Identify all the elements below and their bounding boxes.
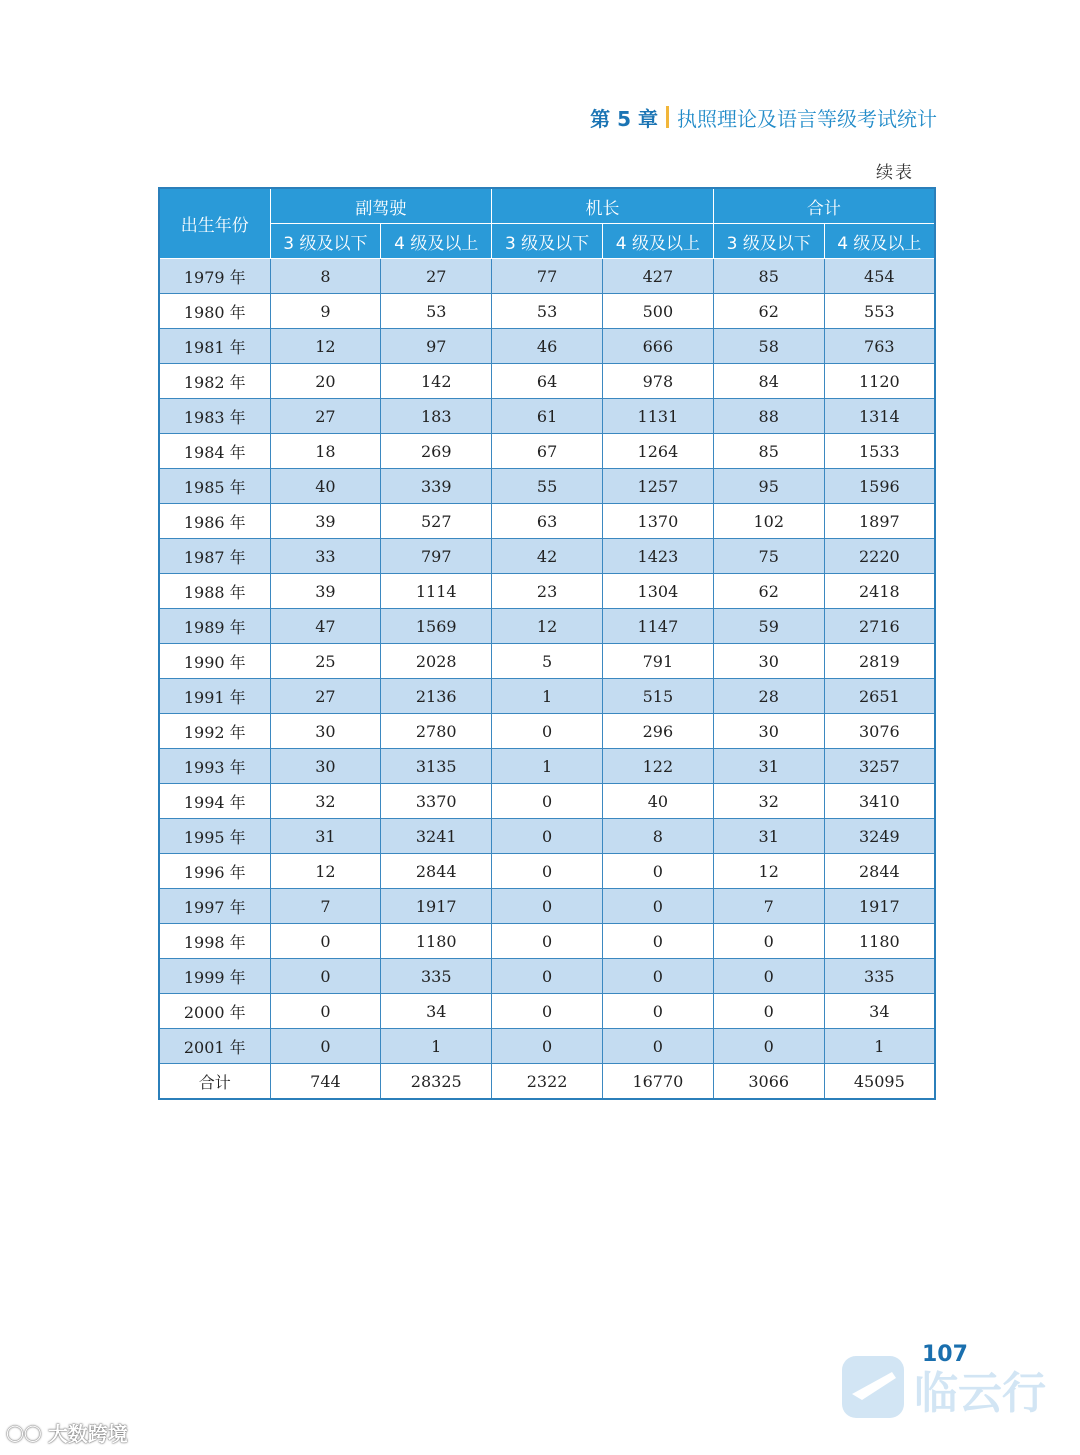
value-cell: 500 <box>602 294 713 329</box>
value-cell: 0 <box>713 994 824 1029</box>
value-cell: 978 <box>602 364 713 399</box>
total-cell: 28325 <box>381 1064 492 1100</box>
value-cell: 3257 <box>824 749 935 784</box>
value-cell: 58 <box>713 329 824 364</box>
table-row <box>159 994 935 1029</box>
value-cell: 31 <box>713 819 824 854</box>
value-cell: 0 <box>602 854 713 889</box>
value-cell: 31 <box>713 749 824 784</box>
table-row <box>159 959 935 994</box>
value-cell: 1 <box>492 749 603 784</box>
group-header-total: 合计 <box>713 188 935 224</box>
watermark-left-text: 大数跨境 <box>47 1422 128 1446</box>
value-cell: 1370 <box>602 504 713 539</box>
value-cell: 1569 <box>381 609 492 644</box>
table-row <box>159 784 935 819</box>
subheader: 4 级及以上 <box>602 224 713 259</box>
watermark-left <box>6 1418 128 1447</box>
value-cell: 30 <box>713 644 824 679</box>
year-cell: 2000 年 <box>159 994 270 1029</box>
value-cell: 2844 <box>381 854 492 889</box>
total-cell: 744 <box>270 1064 381 1100</box>
value-cell: 3249 <box>824 819 935 854</box>
value-cell: 39 <box>270 504 381 539</box>
value-cell: 2220 <box>824 539 935 574</box>
value-cell: 339 <box>381 469 492 504</box>
value-cell: 335 <box>381 959 492 994</box>
value-cell: 30 <box>270 714 381 749</box>
value-cell: 67 <box>492 434 603 469</box>
table-row <box>159 294 935 329</box>
value-cell: 2028 <box>381 644 492 679</box>
year-cell: 1997 年 <box>159 889 270 924</box>
value-cell: 454 <box>824 259 935 294</box>
value-cell: 62 <box>713 574 824 609</box>
group-header-captain: 机长 <box>492 188 714 224</box>
table-row <box>159 854 935 889</box>
value-cell: 97 <box>381 329 492 364</box>
value-cell: 27 <box>270 399 381 434</box>
value-cell: 1304 <box>602 574 713 609</box>
table-row <box>159 714 935 749</box>
value-cell: 27 <box>381 259 492 294</box>
value-cell: 791 <box>602 644 713 679</box>
value-cell: 1314 <box>824 399 935 434</box>
year-cell: 1992 年 <box>159 714 270 749</box>
value-cell: 34 <box>824 994 935 1029</box>
value-cell: 84 <box>713 364 824 399</box>
value-cell: 55 <box>492 469 603 504</box>
value-cell: 1 <box>381 1029 492 1064</box>
table-row <box>159 504 935 539</box>
group-header-copilot: 副驾驶 <box>270 188 492 224</box>
table-row <box>159 259 935 294</box>
value-cell: 797 <box>381 539 492 574</box>
value-cell: 18 <box>270 434 381 469</box>
total-cell: 3066 <box>713 1064 824 1100</box>
year-cell: 1988 年 <box>159 574 270 609</box>
year-cell: 1981 年 <box>159 329 270 364</box>
value-cell: 62 <box>713 294 824 329</box>
value-cell: 12 <box>713 854 824 889</box>
value-cell: 183 <box>381 399 492 434</box>
value-cell: 0 <box>602 924 713 959</box>
value-cell: 32 <box>270 784 381 819</box>
total-cell: 2322 <box>492 1064 603 1100</box>
value-cell: 1917 <box>824 889 935 924</box>
value-cell: 5 <box>492 644 603 679</box>
value-cell: 85 <box>713 434 824 469</box>
value-cell: 1180 <box>381 924 492 959</box>
year-cell: 1991 年 <box>159 679 270 714</box>
value-cell: 30 <box>713 714 824 749</box>
value-cell: 0 <box>492 924 603 959</box>
year-cell: 1985 年 <box>159 469 270 504</box>
table-row <box>159 679 935 714</box>
value-cell: 0 <box>492 854 603 889</box>
value-cell: 12 <box>270 329 381 364</box>
value-cell: 61 <box>492 399 603 434</box>
chapter-number: 第 5 章 <box>590 106 658 131</box>
value-cell: 427 <box>602 259 713 294</box>
value-cell: 7 <box>270 889 381 924</box>
value-cell: 269 <box>381 434 492 469</box>
value-cell: 2136 <box>381 679 492 714</box>
year-cell: 1979 年 <box>159 259 270 294</box>
table-row <box>159 889 935 924</box>
value-cell: 2844 <box>824 854 935 889</box>
value-cell: 77 <box>492 259 603 294</box>
value-cell: 0 <box>713 1029 824 1064</box>
value-cell: 59 <box>713 609 824 644</box>
value-cell: 3135 <box>381 749 492 784</box>
value-cell: 34 <box>381 994 492 1029</box>
year-cell: 1983 年 <box>159 399 270 434</box>
continued-label: 续表 <box>876 163 914 183</box>
table-row <box>159 434 935 469</box>
value-cell: 0 <box>270 1029 381 1064</box>
table-row <box>159 644 935 679</box>
value-cell: 1423 <box>602 539 713 574</box>
table-row <box>159 399 935 434</box>
value-cell: 30 <box>270 749 381 784</box>
subheader: 3 级及以下 <box>492 224 603 259</box>
value-cell: 9 <box>270 294 381 329</box>
subheader: 4 级及以上 <box>381 224 492 259</box>
heading-divider <box>666 106 669 128</box>
value-cell: 3076 <box>824 714 935 749</box>
page-number: 107 <box>922 1342 968 1367</box>
chapter-title: 执照理论及语言等级考试统计 <box>677 106 937 131</box>
value-cell: 8 <box>270 259 381 294</box>
chapter-heading <box>590 101 937 133</box>
value-cell: 0 <box>713 959 824 994</box>
value-cell: 1897 <box>824 504 935 539</box>
table-row <box>159 609 935 644</box>
year-cell: 1987 年 <box>159 539 270 574</box>
value-cell: 25 <box>270 644 381 679</box>
value-cell: 85 <box>713 259 824 294</box>
value-cell: 0 <box>602 959 713 994</box>
value-cell: 1120 <box>824 364 935 399</box>
value-cell: 3241 <box>381 819 492 854</box>
value-cell: 1533 <box>824 434 935 469</box>
value-cell: 0 <box>492 1029 603 1064</box>
value-cell: 0 <box>492 784 603 819</box>
year-cell: 1986 年 <box>159 504 270 539</box>
value-cell: 46 <box>492 329 603 364</box>
value-cell: 102 <box>713 504 824 539</box>
value-cell: 3410 <box>824 784 935 819</box>
value-cell: 2418 <box>824 574 935 609</box>
table-row <box>159 749 935 784</box>
value-cell: 1147 <box>602 609 713 644</box>
value-cell: 32 <box>713 784 824 819</box>
row-header: 出生年份 <box>159 188 270 259</box>
watermark-right <box>840 1350 1080 1450</box>
value-cell: 1917 <box>381 889 492 924</box>
value-cell: 23 <box>492 574 603 609</box>
year-cell: 1996 年 <box>159 854 270 889</box>
value-cell: 0 <box>492 994 603 1029</box>
airplane-icon <box>840 1350 1080 1450</box>
value-cell: 666 <box>602 329 713 364</box>
stats-table <box>158 187 936 1100</box>
value-cell: 1180 <box>824 924 935 959</box>
value-cell: 553 <box>824 294 935 329</box>
value-cell: 75 <box>713 539 824 574</box>
table-row <box>159 364 935 399</box>
value-cell: 28 <box>713 679 824 714</box>
value-cell: 0 <box>602 994 713 1029</box>
total-row <box>159 1064 935 1100</box>
year-cell: 1999 年 <box>159 959 270 994</box>
year-cell: 1989 年 <box>159 609 270 644</box>
subheader: 3 级及以下 <box>713 224 824 259</box>
value-cell: 27 <box>270 679 381 714</box>
value-cell: 1596 <box>824 469 935 504</box>
table-row <box>159 924 935 959</box>
value-cell: 40 <box>602 784 713 819</box>
value-cell: 0 <box>492 819 603 854</box>
table-row <box>159 469 935 504</box>
value-cell: 1114 <box>381 574 492 609</box>
value-cell: 0 <box>270 924 381 959</box>
value-cell: 1 <box>492 679 603 714</box>
value-cell: 1264 <box>602 434 713 469</box>
subheader: 4 级及以上 <box>824 224 935 259</box>
value-cell: 0 <box>492 959 603 994</box>
value-cell: 1 <box>824 1029 935 1064</box>
year-cell: 1993 年 <box>159 749 270 784</box>
value-cell: 31 <box>270 819 381 854</box>
value-cell: 20 <box>270 364 381 399</box>
value-cell: 0 <box>602 1029 713 1064</box>
table-row <box>159 539 935 574</box>
year-cell: 1982 年 <box>159 364 270 399</box>
subheader: 3 级及以下 <box>270 224 381 259</box>
value-cell: 64 <box>492 364 603 399</box>
value-cell: 1257 <box>602 469 713 504</box>
year-cell: 1984 年 <box>159 434 270 469</box>
value-cell: 2716 <box>824 609 935 644</box>
value-cell: 0 <box>270 959 381 994</box>
value-cell: 53 <box>492 294 603 329</box>
year-cell: 1980 年 <box>159 294 270 329</box>
value-cell: 0 <box>270 994 381 1029</box>
year-cell: 2001 年 <box>159 1029 270 1064</box>
value-cell: 763 <box>824 329 935 364</box>
value-cell: 0 <box>492 714 603 749</box>
value-cell: 527 <box>381 504 492 539</box>
table-row <box>159 819 935 854</box>
value-cell: 8 <box>602 819 713 854</box>
table-row <box>159 1029 935 1064</box>
watermark-right-text: 临云行 <box>914 1368 1046 1419</box>
value-cell: 39 <box>270 574 381 609</box>
value-cell: 12 <box>492 609 603 644</box>
value-cell: 40 <box>270 469 381 504</box>
table-body <box>159 259 935 1100</box>
year-cell: 1994 年 <box>159 784 270 819</box>
year-cell: 1990 年 <box>159 644 270 679</box>
value-cell: 2819 <box>824 644 935 679</box>
value-cell: 335 <box>824 959 935 994</box>
total-cell: 16770 <box>602 1064 713 1100</box>
value-cell: 95 <box>713 469 824 504</box>
value-cell: 0 <box>492 889 603 924</box>
watermark-logo-icon: ◯◯ <box>6 1423 42 1442</box>
value-cell: 296 <box>602 714 713 749</box>
value-cell: 2651 <box>824 679 935 714</box>
value-cell: 33 <box>270 539 381 574</box>
value-cell: 0 <box>602 889 713 924</box>
value-cell: 53 <box>381 294 492 329</box>
table-row <box>159 329 935 364</box>
value-cell: 63 <box>492 504 603 539</box>
value-cell: 7 <box>713 889 824 924</box>
value-cell: 12 <box>270 854 381 889</box>
value-cell: 142 <box>381 364 492 399</box>
table-row <box>159 574 935 609</box>
total-cell: 45095 <box>824 1064 935 1100</box>
value-cell: 2780 <box>381 714 492 749</box>
value-cell: 88 <box>713 399 824 434</box>
total-label: 合计 <box>159 1064 270 1100</box>
value-cell: 3370 <box>381 784 492 819</box>
year-cell: 1998 年 <box>159 924 270 959</box>
value-cell: 42 <box>492 539 603 574</box>
value-cell: 0 <box>713 924 824 959</box>
value-cell: 515 <box>602 679 713 714</box>
value-cell: 122 <box>602 749 713 784</box>
year-cell: 1995 年 <box>159 819 270 854</box>
value-cell: 47 <box>270 609 381 644</box>
value-cell: 1131 <box>602 399 713 434</box>
